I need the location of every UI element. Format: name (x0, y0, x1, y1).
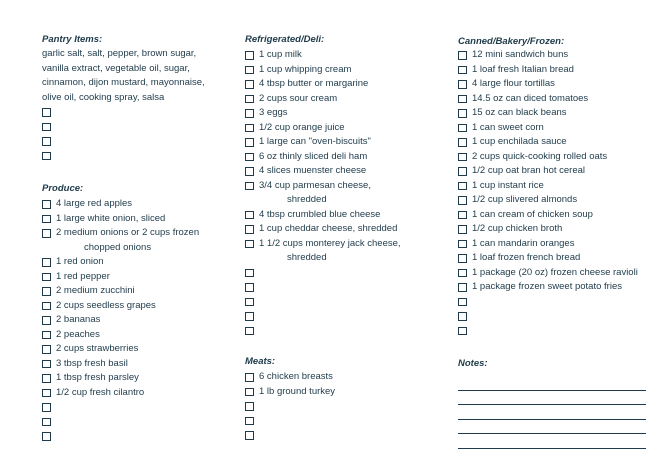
empty-checkbox-row[interactable] (245, 295, 401, 310)
checkbox[interactable] (245, 431, 254, 440)
list-item[interactable]: 3/4 cup parmesan cheese, shredded (245, 179, 401, 208)
list-item[interactable]: 2 cups sour cream (245, 92, 401, 107)
checkbox[interactable] (245, 312, 254, 321)
checkbox[interactable] (458, 312, 467, 321)
checkbox[interactable] (245, 225, 254, 234)
list-item[interactable]: 14.5 oz can diced tomatoes (458, 92, 638, 107)
checkbox[interactable] (42, 432, 51, 441)
checkbox[interactable] (458, 254, 467, 263)
checkbox[interactable] (458, 269, 467, 278)
pantry-line: garlic salt, salt, pepper, brown sugar, (42, 48, 197, 59)
empty-checkbox-row[interactable] (458, 295, 638, 310)
produce-list (42, 197, 199, 444)
list-item[interactable]: 2 cups quick-cooking rolled oats (458, 150, 638, 165)
checkbox[interactable] (245, 138, 254, 147)
checkbox[interactable] (42, 302, 51, 311)
pantry-items-text (42, 47, 205, 105)
pantry-heading: Pantry Items: (42, 34, 103, 45)
pantry-line: olive oil, cooking spray, salsa (42, 91, 165, 103)
empty-checkbox-row[interactable] (245, 324, 401, 339)
empty-checkbox-row[interactable] (245, 414, 335, 429)
checkbox[interactable] (458, 298, 467, 307)
checkbox[interactable] (245, 298, 254, 307)
list-item[interactable]: 1 lb ground turkey (245, 385, 335, 400)
list-item[interactable]: 3 eggs (245, 106, 401, 121)
meats-heading: Meats: (245, 356, 276, 367)
checkbox[interactable] (245, 167, 254, 176)
note-line[interactable] (458, 405, 646, 420)
checkbox[interactable] (458, 124, 467, 133)
checkbox[interactable] (42, 389, 51, 398)
empty-checkbox-row[interactable] (42, 415, 199, 430)
list-item[interactable]: 2 peaches (42, 328, 199, 343)
list-item[interactable]: 2 cups seedless grapes (42, 299, 199, 314)
list-item[interactable]: 1 package frozen sweet potato fries (458, 280, 638, 295)
checkbox[interactable] (458, 80, 467, 89)
checkbox[interactable] (42, 316, 51, 325)
list-item[interactable]: 3 tbsp fresh basil (42, 357, 199, 372)
list-item[interactable]: 4 large red apples (42, 197, 199, 212)
checkbox[interactable] (458, 182, 467, 191)
checkbox[interactable] (42, 273, 51, 282)
list-item[interactable]: 1/2 cup orange juice (245, 121, 401, 136)
list-item[interactable]: 1 can sweet corn (458, 121, 638, 136)
pantry-line: cinnamon, dijon mustard, mayonnaise, (42, 77, 205, 88)
checkbox[interactable] (245, 51, 254, 60)
checkbox[interactable] (458, 138, 467, 147)
checkbox[interactable] (245, 402, 254, 411)
list-item[interactable]: 2 bananas (42, 313, 199, 328)
list-item[interactable]: 1/2 cup fresh cilantro (42, 386, 199, 401)
checkbox[interactable] (42, 287, 51, 296)
checkbox[interactable] (245, 373, 254, 382)
checkbox[interactable] (458, 327, 467, 336)
checkbox[interactable] (245, 211, 254, 220)
checkbox[interactable] (245, 327, 254, 336)
pantry-line: vanilla extract, vegetable oil, sugar, (42, 62, 190, 74)
checkbox[interactable] (458, 240, 467, 249)
checkbox[interactable] (245, 66, 254, 75)
list-item[interactable]: 1 can mandarin oranges (458, 237, 638, 252)
checkbox[interactable] (245, 153, 254, 162)
checkbox[interactable] (42, 345, 51, 354)
list-item[interactable]: 1 cup instant rice (458, 179, 638, 194)
checkbox[interactable] (42, 137, 51, 146)
checkbox[interactable] (42, 403, 51, 412)
checkbox[interactable] (458, 51, 467, 60)
empty-checkbox-row[interactable] (42, 400, 199, 415)
notes-heading: Notes: (458, 358, 488, 369)
refrigerated-heading: Refrigerated/Deli: (245, 34, 325, 45)
note-line[interactable] (458, 376, 646, 391)
note-line[interactable] (458, 420, 646, 435)
checkbox[interactable] (245, 95, 254, 104)
list-item[interactable]: 2 medium zucchini (42, 284, 199, 299)
checkbox[interactable] (458, 95, 467, 104)
list-item[interactable]: 1 tbsp fresh parsley (42, 371, 199, 386)
list-item[interactable]: 1 cup milk (245, 48, 401, 63)
list-item[interactable]: 1 cup cheddar cheese, shredded (245, 222, 401, 237)
list-item[interactable]: 1/2 cup chicken broth (458, 222, 638, 237)
checkbox[interactable] (42, 108, 51, 117)
checkbox[interactable] (245, 80, 254, 89)
meats-list (245, 370, 335, 443)
refrigerated-list (245, 48, 401, 338)
list-item[interactable]: 1 red onion (42, 255, 199, 270)
checkbox[interactable] (245, 109, 254, 118)
empty-checkbox-row[interactable] (245, 266, 401, 281)
checkbox[interactable] (42, 374, 51, 383)
empty-checkbox-row[interactable] (245, 399, 335, 414)
checkbox[interactable] (245, 182, 254, 191)
checkbox[interactable] (245, 124, 254, 133)
checkbox[interactable] (42, 215, 51, 224)
canned-list (458, 48, 638, 338)
list-item[interactable]: 1 red pepper (42, 270, 199, 285)
list-item[interactable]: 1 can cream of chicken soup (458, 208, 638, 223)
notes-lines[interactable] (458, 376, 646, 449)
list-item[interactable]: 1 loaf fresh Italian bread (458, 63, 638, 78)
empty-checkbox-row[interactable] (458, 324, 638, 339)
empty-checkbox-row[interactable] (245, 428, 335, 443)
checkbox[interactable] (245, 283, 254, 292)
list-item[interactable]: 1 large can "oven-biscuits" (245, 135, 401, 150)
checkbox[interactable] (458, 153, 467, 162)
list-item[interactable]: 1/2 cup oat bran hot cereal (458, 164, 638, 179)
checkbox[interactable] (458, 167, 467, 176)
list-item[interactable]: 1 1/2 cups monterey jack cheese, shredded (245, 237, 401, 266)
checkbox[interactable] (458, 66, 467, 75)
checkbox[interactable] (245, 417, 254, 426)
checkbox[interactable] (458, 283, 467, 292)
list-item[interactable]: 1 cup enchilada sauce (458, 135, 638, 150)
checkbox[interactable] (458, 211, 467, 220)
list-item[interactable]: 1 package (20 oz) frozen cheese ravioli (458, 266, 638, 281)
list-item[interactable]: 6 chicken breasts (245, 370, 335, 385)
checkbox[interactable] (458, 109, 467, 118)
list-item[interactable]: 1 loaf frozen french bread (458, 251, 638, 266)
checkbox[interactable] (42, 152, 51, 161)
checkbox[interactable] (42, 418, 51, 427)
list-item[interactable]: 6 oz thinly sliced deli ham (245, 150, 401, 165)
list-item[interactable]: 15 oz can black beans (458, 106, 638, 121)
empty-checkbox-row[interactable] (42, 429, 199, 444)
checkbox[interactable] (458, 196, 467, 205)
checkbox[interactable] (42, 200, 51, 209)
checkbox[interactable] (458, 225, 467, 234)
empty-checkbox-row[interactable] (245, 309, 401, 324)
list-item[interactable]: 12 mini sandwich buns (458, 48, 638, 63)
list-item[interactable]: 4 slices muenster cheese (245, 164, 401, 179)
checkbox[interactable] (42, 331, 51, 340)
list-item[interactable]: 4 large flour tortillas (458, 77, 638, 92)
checkbox[interactable] (42, 258, 51, 267)
empty-checkbox-row[interactable] (458, 309, 638, 324)
checkbox[interactable] (245, 269, 254, 278)
checkbox[interactable] (245, 240, 254, 249)
list-item[interactable]: 1 large white onion, sliced (42, 212, 199, 227)
list-item[interactable]: 4 tbsp butter or margarine (245, 77, 401, 92)
canned-heading: Canned/Bakery/Frozen: (458, 36, 565, 47)
checkbox[interactable] (42, 360, 51, 369)
list-item[interactable]: 2 cups strawberries (42, 342, 199, 357)
note-line[interactable] (458, 391, 646, 406)
checkbox[interactable] (42, 123, 51, 132)
produce-heading: Produce: (42, 183, 84, 194)
checkbox[interactable] (245, 388, 254, 397)
checkbox[interactable] (42, 229, 51, 238)
note-line[interactable] (458, 434, 646, 449)
empty-checkbox-row[interactable] (245, 280, 401, 295)
list-item[interactable]: 4 tbsp crumbled blue cheese (245, 208, 401, 223)
list-item[interactable]: 2 medium onions or 2 cups frozen chopped onions (42, 226, 199, 255)
list-item[interactable]: 1/2 cup slivered almonds (458, 193, 638, 208)
list-item[interactable]: 1 cup whipping cream (245, 63, 401, 78)
